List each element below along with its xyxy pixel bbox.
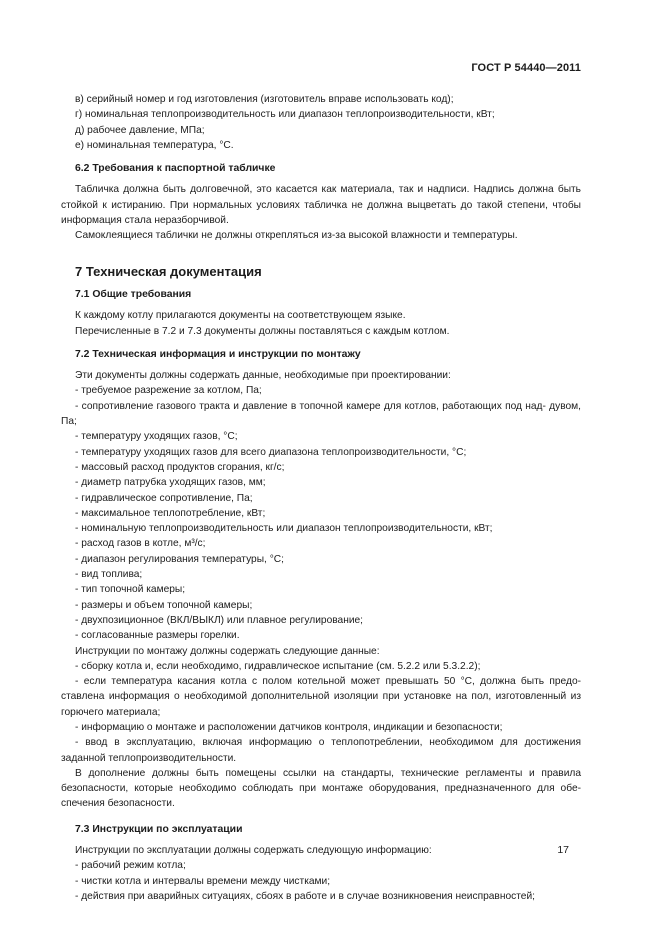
list-item: - температуру уходящих газов для всего диапазона теплопроизводительности, °С; [75, 446, 467, 458]
section-heading-7-2: 7.2 Техническая информация и инструкции по монтажу [75, 348, 361, 360]
paragraph: В дополнение должны быть помещены ссылки на стандарты, технические регламенты и правила безопасности, которые необходимо соблюдать при монтаже оборудования, предназначенного для обе- спечения безопасности. [61, 767, 581, 810]
list-item: - двухпозиционное (ВКЛ/ВЫКЛ) или плавное регулирование; [75, 614, 364, 626]
paragraph: Самоклеящиеся таблички не должны открепляться из-за высокой влажности и температуры. [75, 230, 518, 242]
list-item: - гидравлическое сопротивление, Па; [75, 492, 253, 504]
list-item: - информацию о монтаже и расположении датчиков контроля, индикации и безопасности; [75, 721, 503, 733]
list-item: - рабочий режим котла; [75, 860, 186, 872]
paragraph: Перечисленные в 7.2 и 7.3 документы должны поставляться с каждым котлом. [75, 325, 450, 337]
list-item: г) номинальная теплопроизводительность или диапазон теплопроизводительности, кВт; [75, 109, 495, 121]
paragraph: Инструкции по эксплуатации должны содержать следующую информацию: [75, 845, 432, 857]
section-heading-7-3: 7.3 Инструкции по эксплуатации [75, 823, 243, 835]
list-item: - сборку котла и, если необходимо, гидравлическое испытание (см. 5.2.2 или 5.3.2.2); [75, 660, 481, 672]
document-code-header: ГОСТ Р 54440—2011 [471, 62, 581, 74]
list-item: - температуру уходящих газов, °С; [75, 431, 238, 443]
list-item: е) номинальная температура, °С. [75, 139, 234, 151]
list-item: - размеры и объем топочной камеры; [75, 599, 253, 611]
list-item: - сопротивление газового тракта и давление в топочной камере для котлов, работающих под над- дувом, Па; [61, 400, 581, 428]
list-item: - расход газов в котле, м³/с; [75, 538, 206, 550]
list-item: - ввод в эксплуатацию, включая информацию о теплопотреблении, необходимом для достижения заданной теплопроизводительности. [61, 737, 581, 764]
list-item: - требуемое разрежение за котлом, Па; [75, 385, 262, 397]
section-heading-7-1: 7.1 Общие требования [75, 288, 192, 300]
paragraph: Эти документы должны содержать данные, необходимые при проектировании: [75, 370, 451, 382]
list-item: - диапазон регулирования температуры, °С; [75, 553, 284, 565]
paragraph: Инструкции по монтажу должны содержать следующие данные: [75, 645, 380, 657]
list-item: в) серийный номер и год изготовления (изготовитель вправе использовать код); [75, 94, 454, 105]
section-heading-7: 7 Техническая документация [75, 263, 262, 279]
list-item: - действия при аварийных ситуациях, сбоях в работе и в случае возникновения неисправностей; [75, 890, 535, 902]
list-item: - тип топочной камеры; [75, 584, 186, 596]
paragraph: К каждому котлу прилагаются документы на соответствующем языке. [75, 310, 406, 322]
list-item: - вид топлива; [75, 569, 143, 581]
list-item: - чистки котла и интервалы времени между чистками; [75, 875, 331, 887]
page-number: 17 [557, 844, 569, 856]
list-item: - диаметр патрубка уходящих газов, мм; [75, 477, 266, 489]
list-item: д) рабочее давление, МПа; [75, 124, 205, 136]
list-item: - согласованные размеры горелки. [75, 630, 240, 642]
section-heading-6-2: 6.2 Требования к паспортной табличке [75, 163, 276, 175]
list-item: - если температура касания котла с полом котельной может превышать 50 °С, должна быть предо- ставлена информация о необходимой дополнительной изоляции при установке на пол, изготовленный из горючего материала; [61, 676, 581, 718]
list-item: - максимальное теплопотребление, кВт; [75, 507, 266, 519]
list-item: - массовый расход продуктов сгорания, кг/с; [75, 461, 285, 473]
document-body [61, 92, 581, 904]
list-item: - номинальную теплопроизводительность или диапазон теплопроизводительности, кВт; [75, 523, 493, 535]
paragraph: Табличка должна быть долговечной, это касается как материала, так и надписи. Надпись должна быть стойкой к истиранию. При нормальных условиях табличка не должна выцветать до такой степени, чтобы информация стала неразборчивой. [61, 184, 581, 227]
